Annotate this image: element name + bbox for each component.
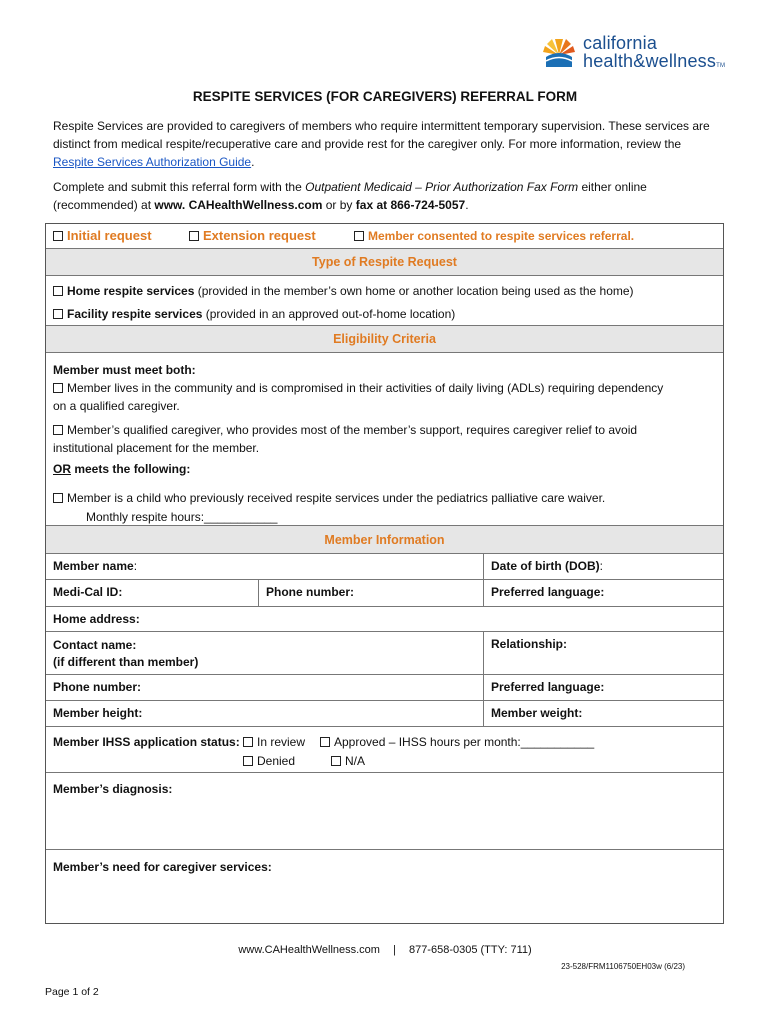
contact-phone-row	[46, 675, 723, 701]
ihss-approved-checkbox[interactable]	[320, 737, 330, 747]
logo-text-line2: health&wellnessTM	[583, 51, 726, 71]
dob-field[interactable]: Date of birth (DOB):	[483, 554, 723, 579]
extension-request-checkbox[interactable]	[189, 231, 199, 241]
ihss-in-review-checkbox[interactable]	[243, 737, 253, 747]
member-name-row	[46, 554, 723, 580]
member-info-heading: Member Information	[46, 526, 723, 554]
medical-row	[46, 580, 723, 607]
ihss-row	[46, 727, 723, 773]
contact-language-field[interactable]: Preferred language:	[483, 675, 723, 700]
eligibility-row	[46, 353, 723, 526]
monthly-hours-field[interactable]: Monthly respite hours:___________	[86, 510, 278, 524]
referral-form	[45, 223, 724, 924]
member-weight-field[interactable]: Member weight:	[483, 701, 723, 726]
intro-paragraph-2: Complete and submit this referral form with the Outpatient Medicaid – Prior Authorization Fax Form either online (recommended) at www. CAHealthWellness.com or by fax at 866-724-5057.	[53, 180, 647, 212]
caregiver-need-field[interactable]: Member’s need for caregiver services:	[53, 860, 272, 874]
website-text: www. CAHealthWellness.com	[154, 198, 323, 212]
medical-id-field[interactable]: Medi-Cal ID:	[53, 585, 123, 599]
sunburst-logo-icon	[541, 35, 577, 71]
ihss-approved-option[interactable]: Approved – IHSS hours per month:___________	[320, 735, 594, 749]
criterion-community-option[interactable]: Member lives in the community and is compromised in their activities of daily living (ADLs) requiring dependency	[53, 381, 663, 395]
member-height-field[interactable]: Member height:	[53, 706, 143, 720]
ihss-na-option[interactable]: N/A	[331, 754, 365, 768]
initial-request-checkbox[interactable]	[53, 231, 63, 241]
footer-contact	[0, 944, 770, 956]
preferred-language-field[interactable]: Preferred language:	[483, 580, 723, 606]
fax-number: fax at 866-724-5057	[355, 198, 466, 212]
ihss-in-review-option[interactable]: In review	[243, 735, 305, 749]
address-row	[46, 607, 723, 632]
criterion-child-option[interactable]: Member is a child who previously received respite services under the pediatrics palliative care waiver.	[53, 491, 605, 505]
type-section-heading: Type of Respite Request	[46, 249, 723, 276]
relationship-field[interactable]: Relationship:	[483, 632, 723, 674]
logo-text-line1: california	[583, 33, 658, 53]
criterion-community-checkbox[interactable]	[53, 383, 63, 393]
request-type-row	[46, 224, 723, 249]
form-code: 23-528/FRM1106750EH03w (6/23)	[561, 962, 685, 971]
home-address-field[interactable]: Home address:	[53, 612, 140, 626]
ihss-status-label: Member IHSS application status:	[53, 735, 240, 749]
footer-separator: |	[393, 944, 396, 956]
criterion-caregiver-option[interactable]: Member’s qualified caregiver, who provides most of the member’s support, requires caregiver relief to avoid	[53, 423, 637, 437]
facility-respite-checkbox[interactable]	[53, 309, 63, 319]
respite-type-row	[46, 276, 723, 326]
contact-name-field[interactable]: Contact name: (if different than member)	[53, 638, 199, 669]
form-title: RESPITE SERVICES (FOR CAREGIVERS) REFERRAL FORM	[192, 89, 578, 104]
phone-number-field[interactable]: Phone number:	[258, 580, 483, 606]
extension-request-option[interactable]: Extension request	[189, 228, 316, 243]
page-number: Page 1 of 2	[45, 986, 99, 998]
criterion-caregiver-cont: institutional placement for the member.	[53, 441, 260, 455]
criterion-caregiver-checkbox[interactable]	[53, 425, 63, 435]
facility-respite-option[interactable]: Facility respite services (provided in an approved out-of-home location)	[53, 307, 455, 321]
home-respite-option[interactable]: Home respite services (provided in the member’s own home or another location being used as the home)	[53, 284, 634, 298]
contact-row	[46, 632, 723, 675]
caregiver-need-row	[46, 850, 723, 923]
footer-website: www.CAHealthWellness.com	[238, 944, 380, 956]
authorization-guide-link[interactable]: Respite Services Authorization Guide	[53, 155, 252, 169]
footer-phone: 877-658-0305 (TTY: 711)	[408, 944, 532, 956]
brand-logo	[541, 33, 731, 75]
ihss-denied-checkbox[interactable]	[243, 756, 253, 766]
initial-request-option[interactable]: Initial request	[53, 228, 152, 243]
criterion-child-checkbox[interactable]	[53, 493, 63, 503]
home-respite-checkbox[interactable]	[53, 286, 63, 296]
ihss-na-checkbox[interactable]	[331, 756, 341, 766]
ihss-denied-option[interactable]: Denied	[243, 754, 295, 768]
intro-paragraph-1: Respite Services are provided to caregivers of members who require intermittent temporary supervision. These services are distinct from medical respite/recuperative care and provide rest for the caregiver only. For more information, review the Respite Services Authorization Guide.	[53, 119, 710, 169]
trademark-mark: TM	[716, 63, 726, 69]
must-meet-label: Member must meet both:	[53, 363, 196, 377]
diagnosis-field[interactable]: Member’s diagnosis:	[53, 782, 173, 796]
intro-text	[53, 117, 725, 214]
criterion-community-cont: on a qualified caregiver.	[53, 399, 180, 413]
contact-phone-field[interactable]: Phone number:	[53, 680, 142, 694]
height-weight-row	[46, 701, 723, 727]
diagnosis-row	[46, 773, 723, 850]
member-name-field[interactable]: Member name:	[53, 559, 138, 573]
or-meets-label: OR meets the following:	[53, 462, 191, 476]
member-consent-checkbox[interactable]	[354, 231, 364, 241]
member-consent-option[interactable]: Member consented to respite services referral.	[354, 229, 634, 243]
eligibility-heading: Eligibility Criteria	[46, 326, 723, 353]
